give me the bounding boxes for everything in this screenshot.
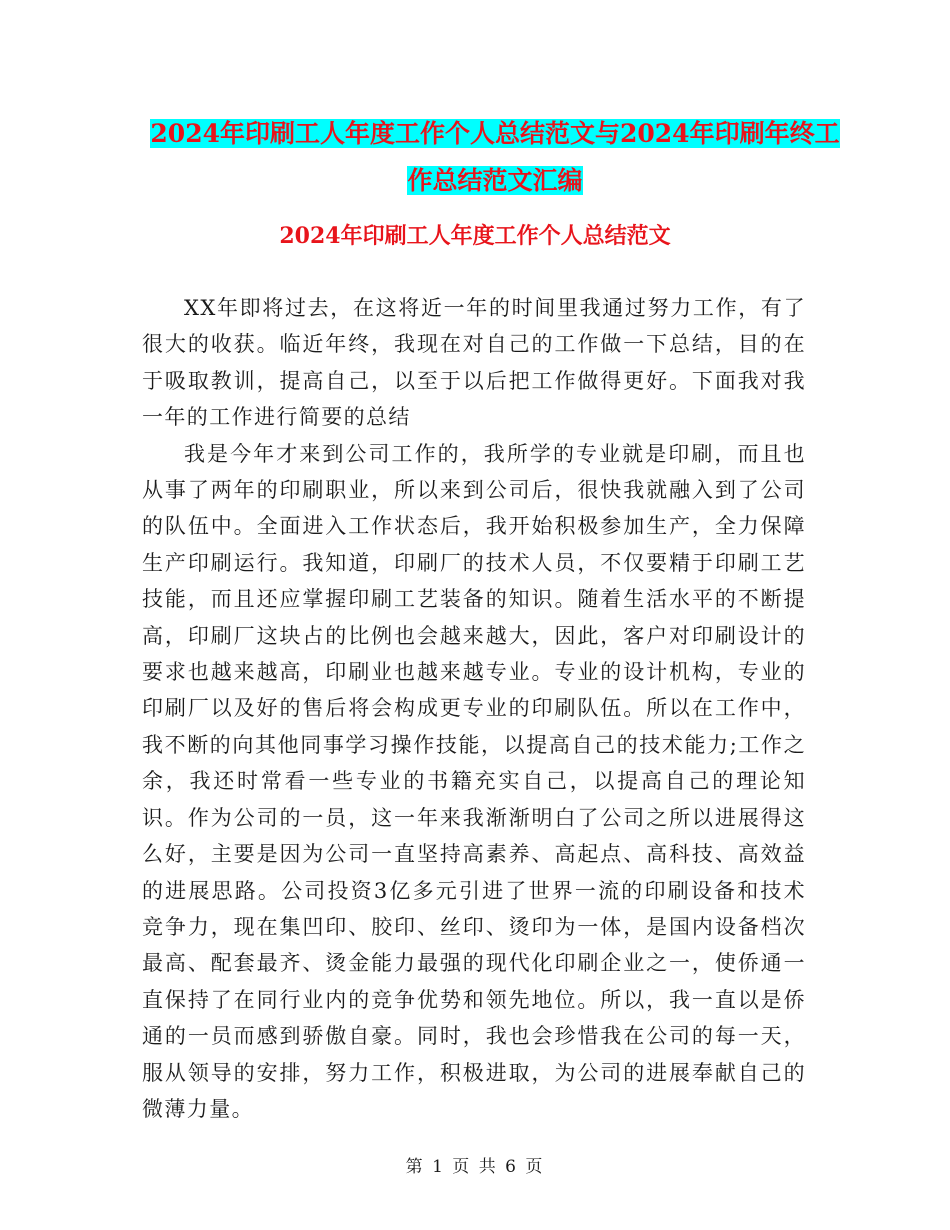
body-paragraph: 我是今年才来到公司工作的，我所学的专业就是印刷，而且也从事了两年的印刷职业，所以来到公司后，很快我就融入到了公司的队伍中。全面进入工作状态后，我开始积极参加生产，全力保障生产印刷运行。我知道，印刷厂的技术人员，不仅要精于印刷工艺技能，而且还应掌握印刷工艺装备的知识。随着生活水平的不断提高，印刷厂这块占的比例也会越来越大，因此，客户对印刷设计的要求也越来越高，印刷业也越来越专业。专业的设计机构，专业的印刷厂以及好的售后将会构成更专业的印刷队伍。所以在工作中，我不断的向其他同事学习操作技能，以提高自己的技术能力;工作之余，我还时常看一些专业的书籍充实自己，以提高自己的理论知识。作为公司的一员，这一年来我渐渐明白了公司之所以进展得这么好，主要是因为公司一直坚持高素养、高起点、高科技、高效益的进展思路。公司投资3亿多元引进了世界一流的印刷设备和技术竞争力，现在集凹印、胶印、丝印、烫印为一体，是国内设备档次最高、配套最齐、烫金能力最强的现代化印刷企业之一，使侨通一直保持了在同行业内的竞争优势和领先地位。所以，我一直以是侨通的一员而感到骄傲自豪。同时，我也会珍惜我在公司的每一天，服从领导的安排，努力工作，积极进取，为公司的进展奉献自己的微薄力量。 xyxy=(142,441,806,1121)
document-title xyxy=(140,110,850,204)
document-title-text: 2024年印刷工人年度工作个人总结范文与2024年印刷年终工作总结范文汇编 xyxy=(150,119,840,195)
body-paragraph: XX年即将过去，在这将近一年的时间里我通过努力工作，有了很大的收获。临近年终，我现在对自己的工作做一下总结，目的在于吸取教训，提高自己，以至于以后把工作做得更好。下面我对我一年的工作进行简要的总结 xyxy=(142,296,806,430)
document-body xyxy=(142,290,806,1127)
section-heading: 2024年印刷工人年度工作个人总结范文 xyxy=(279,223,671,249)
page-number-footer: 第 1 页 共 6 页 xyxy=(405,1157,545,1177)
